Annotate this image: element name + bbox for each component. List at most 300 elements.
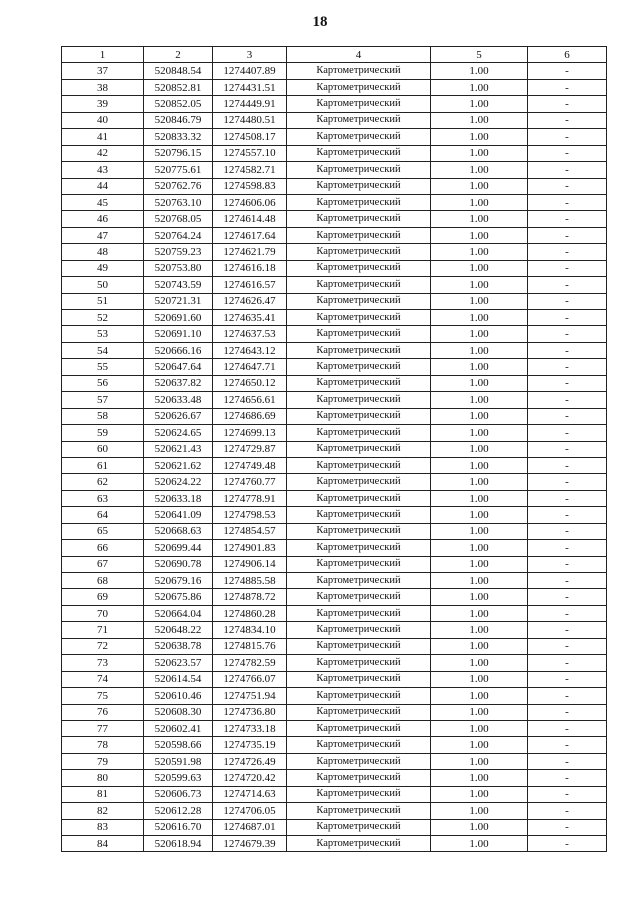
note-cell: - <box>528 178 607 194</box>
table-row <box>62 129 607 145</box>
table-row <box>62 523 607 539</box>
note-cell: - <box>528 803 607 819</box>
table-row <box>62 836 607 852</box>
method-cell: Картометрический <box>287 162 431 178</box>
note-cell: - <box>528 638 607 654</box>
method-cell: Картометрический <box>287 786 431 802</box>
accuracy-cell: 1.00 <box>431 786 528 802</box>
accuracy-cell: 1.00 <box>431 375 528 391</box>
point-number-cell: 49 <box>62 260 144 276</box>
x-coordinate-cell: 520637.82 <box>144 375 213 391</box>
table-row <box>62 457 607 473</box>
y-coordinate-cell: 1274729.87 <box>213 441 287 457</box>
x-coordinate-cell: 520690.78 <box>144 556 213 572</box>
y-coordinate-cell: 1274736.80 <box>213 704 287 720</box>
point-number-cell: 40 <box>62 112 144 128</box>
x-coordinate-cell: 520691.10 <box>144 326 213 342</box>
point-number-cell: 72 <box>62 638 144 654</box>
table-row <box>62 655 607 671</box>
note-cell: - <box>528 79 607 95</box>
point-number-cell: 68 <box>62 573 144 589</box>
method-cell: Картометрический <box>287 375 431 391</box>
x-coordinate-cell: 520621.62 <box>144 457 213 473</box>
point-number-cell: 58 <box>62 408 144 424</box>
point-number-cell: 38 <box>62 79 144 95</box>
y-coordinate-cell: 1274751.94 <box>213 688 287 704</box>
point-number-cell: 73 <box>62 655 144 671</box>
accuracy-cell: 1.00 <box>431 507 528 523</box>
point-number-cell: 47 <box>62 227 144 243</box>
accuracy-cell: 1.00 <box>431 441 528 457</box>
x-coordinate-cell: 520606.73 <box>144 786 213 802</box>
y-coordinate-cell: 1274714.63 <box>213 786 287 802</box>
table-row <box>62 786 607 802</box>
y-coordinate-cell: 1274647.71 <box>213 359 287 375</box>
table-row <box>62 556 607 572</box>
method-cell: Картометрический <box>287 573 431 589</box>
y-coordinate-cell: 1274407.89 <box>213 63 287 79</box>
accuracy-cell: 1.00 <box>431 194 528 210</box>
table-row <box>62 293 607 309</box>
x-coordinate-cell: 520641.09 <box>144 507 213 523</box>
method-cell: Картометрический <box>287 671 431 687</box>
accuracy-cell: 1.00 <box>431 638 528 654</box>
x-coordinate-cell: 520591.98 <box>144 753 213 769</box>
y-coordinate-cell: 1274508.17 <box>213 129 287 145</box>
point-number-cell: 75 <box>62 688 144 704</box>
method-cell: Картометрический <box>287 753 431 769</box>
accuracy-cell: 1.00 <box>431 836 528 852</box>
method-cell: Картометрический <box>287 441 431 457</box>
y-coordinate-cell: 1274614.48 <box>213 211 287 227</box>
method-cell: Картометрический <box>287 112 431 128</box>
column-header: 4 <box>287 47 431 63</box>
note-cell: - <box>528 540 607 556</box>
method-cell: Картометрический <box>287 770 431 786</box>
method-cell: Картометрический <box>287 227 431 243</box>
note-cell: - <box>528 753 607 769</box>
note-cell: - <box>528 622 607 638</box>
point-number-cell: 83 <box>62 819 144 835</box>
y-coordinate-cell: 1274749.48 <box>213 457 287 473</box>
y-coordinate-cell: 1274720.42 <box>213 770 287 786</box>
x-coordinate-cell: 520647.64 <box>144 359 213 375</box>
method-cell: Картометрический <box>287 605 431 621</box>
table-row <box>62 770 607 786</box>
point-number-cell: 46 <box>62 211 144 227</box>
x-coordinate-cell: 520764.24 <box>144 227 213 243</box>
point-number-cell: 52 <box>62 310 144 326</box>
method-cell: Картометрический <box>287 145 431 161</box>
y-coordinate-cell: 1274650.12 <box>213 375 287 391</box>
table-row <box>62 375 607 391</box>
y-coordinate-cell: 1274656.61 <box>213 392 287 408</box>
accuracy-cell: 1.00 <box>431 770 528 786</box>
note-cell: - <box>528 425 607 441</box>
x-coordinate-cell: 520796.15 <box>144 145 213 161</box>
x-coordinate-cell: 520599.63 <box>144 770 213 786</box>
accuracy-cell: 1.00 <box>431 523 528 539</box>
point-number-cell: 67 <box>62 556 144 572</box>
table-row <box>62 227 607 243</box>
table-row <box>62 63 607 79</box>
method-cell: Картометрический <box>287 704 431 720</box>
note-cell: - <box>528 704 607 720</box>
y-coordinate-cell: 1274637.53 <box>213 326 287 342</box>
y-coordinate-cell: 1274878.72 <box>213 589 287 605</box>
method-cell: Картометрический <box>287 819 431 835</box>
y-coordinate-cell: 1274766.07 <box>213 671 287 687</box>
y-coordinate-cell: 1274778.91 <box>213 490 287 506</box>
table-row <box>62 392 607 408</box>
note-cell: - <box>528 96 607 112</box>
point-number-cell: 77 <box>62 720 144 736</box>
x-coordinate-cell: 520633.48 <box>144 392 213 408</box>
point-number-cell: 54 <box>62 342 144 358</box>
method-cell: Картометрический <box>287 688 431 704</box>
note-cell: - <box>528 310 607 326</box>
x-coordinate-cell: 520602.41 <box>144 720 213 736</box>
y-coordinate-cell: 1274582.71 <box>213 162 287 178</box>
accuracy-cell: 1.00 <box>431 556 528 572</box>
accuracy-cell: 1.00 <box>431 63 528 79</box>
column-header: 5 <box>431 47 528 63</box>
note-cell: - <box>528 819 607 835</box>
accuracy-cell: 1.00 <box>431 753 528 769</box>
table-row <box>62 671 607 687</box>
y-coordinate-cell: 1274635.41 <box>213 310 287 326</box>
x-coordinate-cell: 520768.05 <box>144 211 213 227</box>
y-coordinate-cell: 1274798.53 <box>213 507 287 523</box>
y-coordinate-cell: 1274760.77 <box>213 474 287 490</box>
table-row <box>62 310 607 326</box>
y-coordinate-cell: 1274815.76 <box>213 638 287 654</box>
accuracy-cell: 1.00 <box>431 605 528 621</box>
x-coordinate-cell: 520624.65 <box>144 425 213 441</box>
y-coordinate-cell: 1274643.12 <box>213 342 287 358</box>
point-number-cell: 63 <box>62 490 144 506</box>
note-cell: - <box>528 375 607 391</box>
y-coordinate-cell: 1274617.64 <box>213 227 287 243</box>
table-row <box>62 753 607 769</box>
x-coordinate-cell: 520775.61 <box>144 162 213 178</box>
method-cell: Картометрический <box>287 589 431 605</box>
note-cell: - <box>528 720 607 736</box>
y-coordinate-cell: 1274616.18 <box>213 260 287 276</box>
x-coordinate-cell: 520666.16 <box>144 342 213 358</box>
table-row <box>62 112 607 128</box>
note-cell: - <box>528 293 607 309</box>
accuracy-cell: 1.00 <box>431 425 528 441</box>
point-number-cell: 81 <box>62 786 144 802</box>
x-coordinate-cell: 520648.22 <box>144 622 213 638</box>
accuracy-cell: 1.00 <box>431 688 528 704</box>
table-row <box>62 162 607 178</box>
method-cell: Картометрический <box>287 211 431 227</box>
point-number-cell: 51 <box>62 293 144 309</box>
note-cell: - <box>528 737 607 753</box>
table-row <box>62 244 607 260</box>
point-number-cell: 37 <box>62 63 144 79</box>
table-row <box>62 408 607 424</box>
x-coordinate-cell: 520679.16 <box>144 573 213 589</box>
method-cell: Картометрический <box>287 408 431 424</box>
note-cell: - <box>528 211 607 227</box>
x-coordinate-cell: 520664.04 <box>144 605 213 621</box>
note-cell: - <box>528 326 607 342</box>
table-row <box>62 819 607 835</box>
table-row <box>62 326 607 342</box>
method-cell: Картометрический <box>287 293 431 309</box>
note-cell: - <box>528 457 607 473</box>
x-coordinate-cell: 520848.54 <box>144 63 213 79</box>
table-body <box>62 63 607 852</box>
accuracy-cell: 1.00 <box>431 819 528 835</box>
table-row <box>62 277 607 293</box>
accuracy-cell: 1.00 <box>431 573 528 589</box>
accuracy-cell: 1.00 <box>431 244 528 260</box>
x-coordinate-cell: 520638.78 <box>144 638 213 654</box>
y-coordinate-cell: 1274480.51 <box>213 112 287 128</box>
note-cell: - <box>528 112 607 128</box>
table-row <box>62 359 607 375</box>
note-cell: - <box>528 162 607 178</box>
x-coordinate-cell: 520610.46 <box>144 688 213 704</box>
method-cell: Картометрический <box>287 803 431 819</box>
method-cell: Картометрический <box>287 359 431 375</box>
point-number-cell: 65 <box>62 523 144 539</box>
method-cell: Картометрический <box>287 310 431 326</box>
y-coordinate-cell: 1274834.10 <box>213 622 287 638</box>
method-cell: Картометрический <box>287 638 431 654</box>
point-number-cell: 56 <box>62 375 144 391</box>
y-coordinate-cell: 1274906.14 <box>213 556 287 572</box>
x-coordinate-cell: 520762.76 <box>144 178 213 194</box>
y-coordinate-cell: 1274616.57 <box>213 277 287 293</box>
column-header: 2 <box>144 47 213 63</box>
table-row <box>62 688 607 704</box>
point-number-cell: 64 <box>62 507 144 523</box>
note-cell: - <box>528 63 607 79</box>
note-cell: - <box>528 589 607 605</box>
accuracy-cell: 1.00 <box>431 474 528 490</box>
note-cell: - <box>528 441 607 457</box>
column-header: 1 <box>62 47 144 63</box>
table-row <box>62 96 607 112</box>
column-header: 6 <box>528 47 607 63</box>
accuracy-cell: 1.00 <box>431 162 528 178</box>
x-coordinate-cell: 520633.18 <box>144 490 213 506</box>
method-cell: Картометрический <box>287 342 431 358</box>
method-cell: Картометрический <box>287 96 431 112</box>
method-cell: Картометрический <box>287 556 431 572</box>
point-number-cell: 61 <box>62 457 144 473</box>
x-coordinate-cell: 520852.81 <box>144 79 213 95</box>
table-row <box>62 260 607 276</box>
x-coordinate-cell: 520623.57 <box>144 655 213 671</box>
y-coordinate-cell: 1274621.79 <box>213 244 287 260</box>
y-coordinate-cell: 1274735.19 <box>213 737 287 753</box>
y-coordinate-cell: 1274431.51 <box>213 79 287 95</box>
point-number-cell: 70 <box>62 605 144 621</box>
table-row <box>62 622 607 638</box>
note-cell: - <box>528 227 607 243</box>
method-cell: Картометрический <box>287 178 431 194</box>
point-number-cell: 82 <box>62 803 144 819</box>
note-cell: - <box>528 342 607 358</box>
table-row <box>62 605 607 621</box>
table-row <box>62 474 607 490</box>
point-number-cell: 45 <box>62 194 144 210</box>
accuracy-cell: 1.00 <box>431 803 528 819</box>
accuracy-cell: 1.00 <box>431 293 528 309</box>
note-cell: - <box>528 359 607 375</box>
table-row <box>62 490 607 506</box>
note-cell: - <box>528 573 607 589</box>
method-cell: Картометрический <box>287 622 431 638</box>
method-cell: Картометрический <box>287 474 431 490</box>
note-cell: - <box>528 605 607 621</box>
point-number-cell: 55 <box>62 359 144 375</box>
x-coordinate-cell: 520699.44 <box>144 540 213 556</box>
table-row <box>62 441 607 457</box>
y-coordinate-cell: 1274782.59 <box>213 655 287 671</box>
table-row <box>62 178 607 194</box>
method-cell: Картометрический <box>287 720 431 736</box>
point-number-cell: 84 <box>62 836 144 852</box>
method-cell: Картометрический <box>287 392 431 408</box>
column-header: 3 <box>213 47 287 63</box>
x-coordinate-cell: 520759.23 <box>144 244 213 260</box>
table-row <box>62 342 607 358</box>
note-cell: - <box>528 260 607 276</box>
note-cell: - <box>528 836 607 852</box>
table-row <box>62 145 607 161</box>
table-row <box>62 573 607 589</box>
accuracy-cell: 1.00 <box>431 342 528 358</box>
y-coordinate-cell: 1274860.28 <box>213 605 287 621</box>
note-cell: - <box>528 688 607 704</box>
method-cell: Картометрический <box>287 425 431 441</box>
point-number-cell: 66 <box>62 540 144 556</box>
x-coordinate-cell: 520721.31 <box>144 293 213 309</box>
x-coordinate-cell: 520618.94 <box>144 836 213 852</box>
note-cell: - <box>528 129 607 145</box>
note-cell: - <box>528 770 607 786</box>
method-cell: Картометрический <box>287 277 431 293</box>
x-coordinate-cell: 520743.59 <box>144 277 213 293</box>
note-cell: - <box>528 474 607 490</box>
x-coordinate-cell: 520833.32 <box>144 129 213 145</box>
table-row <box>62 589 607 605</box>
y-coordinate-cell: 1274606.06 <box>213 194 287 210</box>
note-cell: - <box>528 786 607 802</box>
method-cell: Картометрический <box>287 836 431 852</box>
accuracy-cell: 1.00 <box>431 622 528 638</box>
accuracy-cell: 1.00 <box>431 211 528 227</box>
accuracy-cell: 1.00 <box>431 359 528 375</box>
point-number-cell: 62 <box>62 474 144 490</box>
table-row <box>62 720 607 736</box>
method-cell: Картометрический <box>287 244 431 260</box>
coordinates-table <box>61 46 607 852</box>
accuracy-cell: 1.00 <box>431 655 528 671</box>
method-cell: Картометрический <box>287 490 431 506</box>
y-coordinate-cell: 1274733.18 <box>213 720 287 736</box>
point-number-cell: 50 <box>62 277 144 293</box>
accuracy-cell: 1.00 <box>431 408 528 424</box>
point-number-cell: 79 <box>62 753 144 769</box>
y-coordinate-cell: 1274726.49 <box>213 753 287 769</box>
x-coordinate-cell: 520691.60 <box>144 310 213 326</box>
accuracy-cell: 1.00 <box>431 540 528 556</box>
note-cell: - <box>528 507 607 523</box>
point-number-cell: 48 <box>62 244 144 260</box>
accuracy-cell: 1.00 <box>431 145 528 161</box>
point-number-cell: 53 <box>62 326 144 342</box>
method-cell: Картометрический <box>287 457 431 473</box>
accuracy-cell: 1.00 <box>431 79 528 95</box>
y-coordinate-cell: 1274901.83 <box>213 540 287 556</box>
y-coordinate-cell: 1274686.69 <box>213 408 287 424</box>
note-cell: - <box>528 655 607 671</box>
accuracy-cell: 1.00 <box>431 326 528 342</box>
table-row <box>62 803 607 819</box>
table-row <box>62 211 607 227</box>
point-number-cell: 44 <box>62 178 144 194</box>
method-cell: Картометрический <box>287 79 431 95</box>
table-row <box>62 425 607 441</box>
method-cell: Картометрический <box>287 129 431 145</box>
y-coordinate-cell: 1274706.05 <box>213 803 287 819</box>
point-number-cell: 80 <box>62 770 144 786</box>
y-coordinate-cell: 1274598.83 <box>213 178 287 194</box>
note-cell: - <box>528 244 607 260</box>
note-cell: - <box>528 556 607 572</box>
note-cell: - <box>528 392 607 408</box>
point-number-cell: 39 <box>62 96 144 112</box>
point-number-cell: 60 <box>62 441 144 457</box>
y-coordinate-cell: 1274557.10 <box>213 145 287 161</box>
accuracy-cell: 1.00 <box>431 260 528 276</box>
x-coordinate-cell: 520621.43 <box>144 441 213 457</box>
accuracy-cell: 1.00 <box>431 310 528 326</box>
x-coordinate-cell: 520598.66 <box>144 737 213 753</box>
accuracy-cell: 1.00 <box>431 227 528 243</box>
point-number-cell: 41 <box>62 129 144 145</box>
accuracy-cell: 1.00 <box>431 704 528 720</box>
accuracy-cell: 1.00 <box>431 671 528 687</box>
method-cell: Картометрический <box>287 260 431 276</box>
y-coordinate-cell: 1274854.57 <box>213 523 287 539</box>
point-number-cell: 42 <box>62 145 144 161</box>
point-number-cell: 71 <box>62 622 144 638</box>
method-cell: Картометрический <box>287 507 431 523</box>
y-coordinate-cell: 1274626.47 <box>213 293 287 309</box>
table-header-row <box>62 47 607 63</box>
point-number-cell: 76 <box>62 704 144 720</box>
method-cell: Картометрический <box>287 540 431 556</box>
x-coordinate-cell: 520846.79 <box>144 112 213 128</box>
x-coordinate-cell: 520753.80 <box>144 260 213 276</box>
y-coordinate-cell: 1274699.13 <box>213 425 287 441</box>
x-coordinate-cell: 520626.67 <box>144 408 213 424</box>
accuracy-cell: 1.00 <box>431 737 528 753</box>
method-cell: Картометрический <box>287 326 431 342</box>
x-coordinate-cell: 520612.28 <box>144 803 213 819</box>
method-cell: Картометрический <box>287 655 431 671</box>
table-row <box>62 507 607 523</box>
